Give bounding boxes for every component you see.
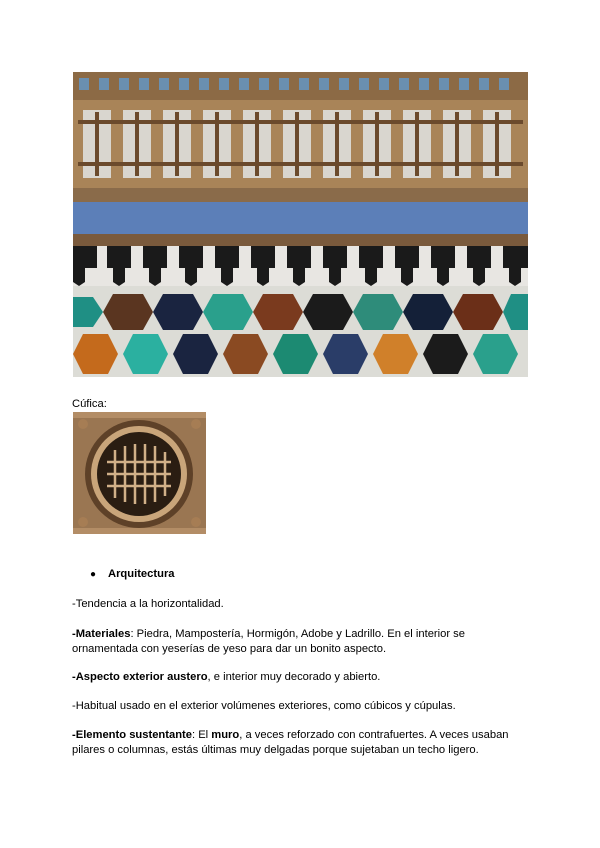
materiales-text: : Piedra, Mampostería, Hormigón, Adobe y Ladrillo. En el interior se (130, 628, 465, 640)
section-heading-text: Arquitectura (108, 568, 175, 580)
paragraph-materiales-line2: ornamentada con yeserías de yeso para dar un bonito aspecto. (72, 643, 387, 655)
paragraph-materiales (72, 627, 465, 642)
sustentante-colon: : El (191, 729, 212, 741)
paragraph-aspecto (72, 670, 380, 685)
bullet-point: ● (90, 569, 97, 580)
materiales-label: -Materiales (72, 628, 131, 640)
muro-label: muro (211, 729, 240, 741)
section-heading (108, 567, 175, 582)
kufic-calligraphy-photo (73, 412, 206, 534)
caption-cufica: Cúfica: (72, 398, 107, 410)
sustentante-text: , a veces reforzado con contrafuertes. A veces usaban (239, 729, 509, 741)
paragraph-elemento-sustentante-line2: pilares o columnas, estás últimas muy delgadas porque sujetaban un techo ligero. (72, 744, 479, 756)
paragraph-horizontalidad: -Tendencia a la horizontalidad. (72, 598, 224, 610)
paragraph-volumenes: -Habitual usado en el exterior volúmenes exteriores, como cúbicos y cúpulas. (72, 700, 456, 712)
aspecto-text: , e interior muy decorado y abierto. (207, 671, 381, 683)
paragraph-elemento-sustentante (72, 728, 509, 743)
sustentante-label: -Elemento sustentante (72, 729, 192, 741)
aspecto-label: -Aspecto exterior austero (72, 671, 208, 683)
tile-decoration-photo (73, 72, 528, 377)
